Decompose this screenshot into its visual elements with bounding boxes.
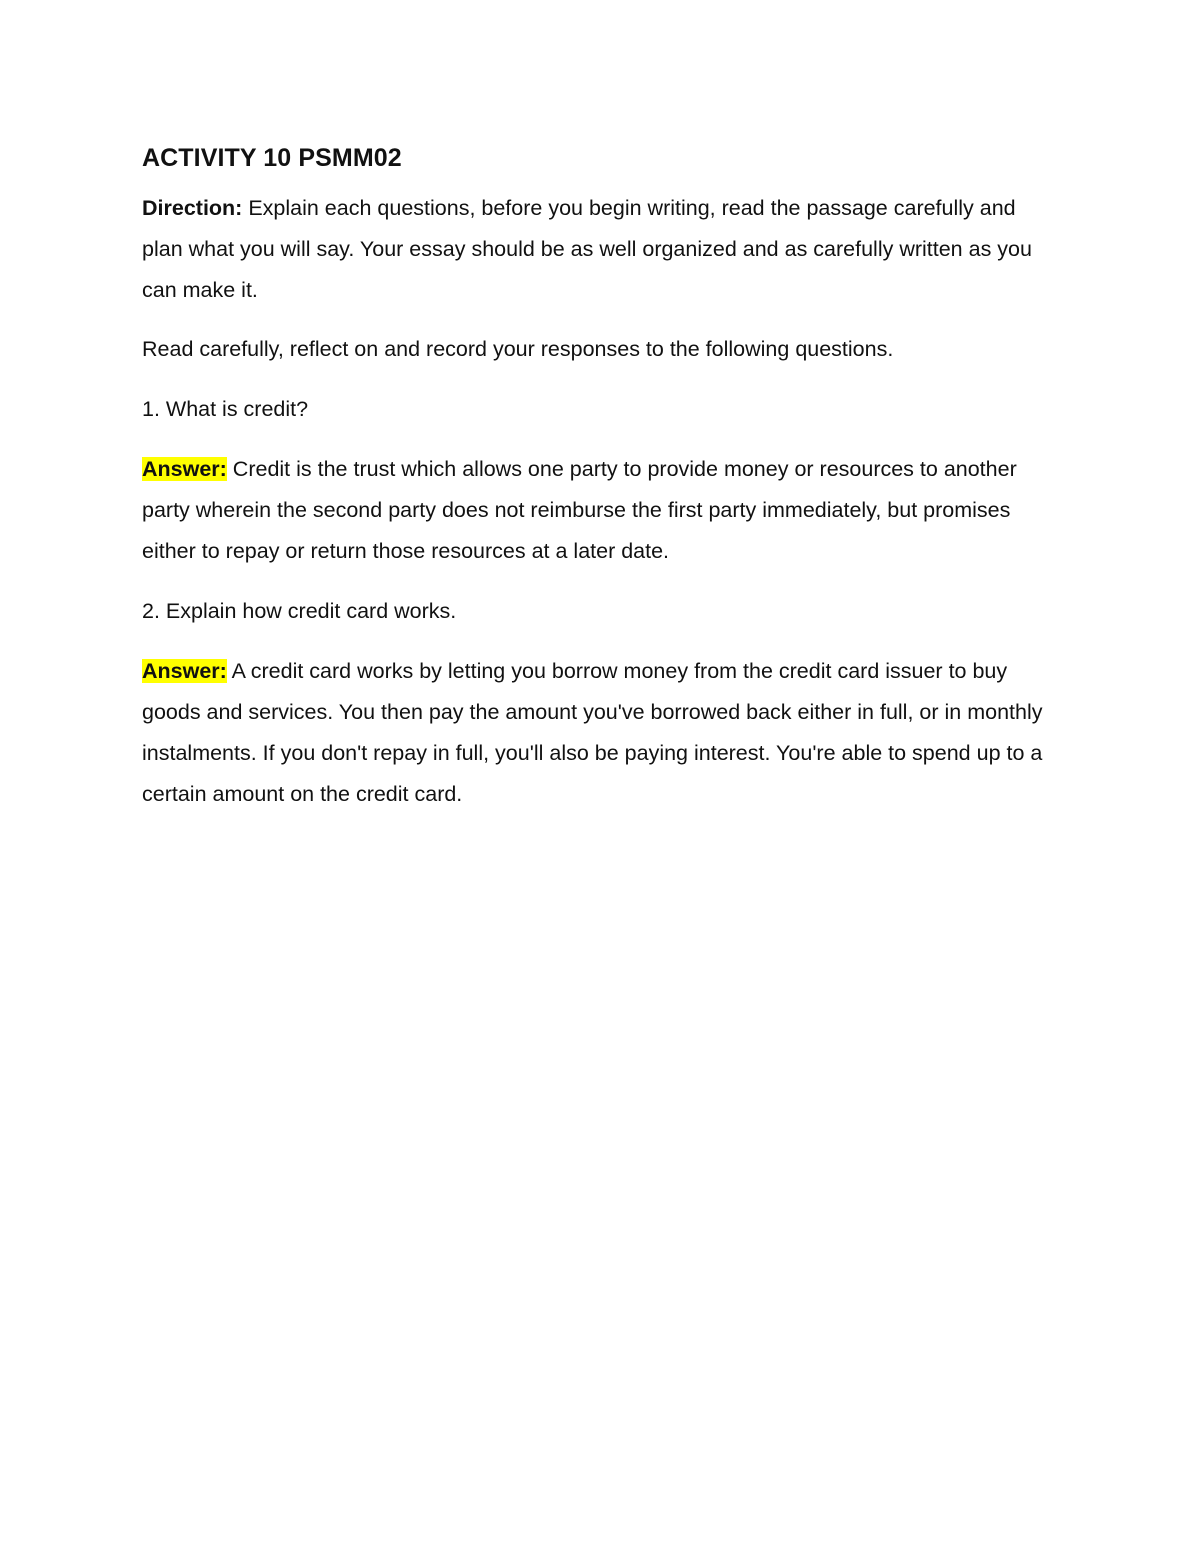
answer-1-text: Credit is the trust which allows one party to provide money or resources to another party wherein the second party does not reimburse the first party immediately, but promises either to repay or return those resources at a later date.	[142, 457, 1017, 563]
answer-1-label: Answer:	[142, 457, 227, 481]
answer-1	[142, 449, 1062, 572]
answer-2-text: A credit card works by letting you borrow money from the credit card issuer to buy goods and services. You then pay the amount you've borrowed back either in full, or in monthly instalments. If you don't repay in full, you'll also be paying interest. You're able to spend up to a certain amount on the credit card.	[142, 659, 1043, 806]
answer-2-label: Answer:	[142, 659, 227, 683]
document-body	[142, 140, 1062, 815]
question-2: 2. Explain how credit card works.	[142, 599, 457, 623]
answer-2	[142, 651, 1062, 815]
direction-paragraph	[142, 188, 1062, 311]
direction-label: Direction:	[142, 196, 243, 220]
page-title: ACTIVITY 10 PSMM02	[142, 144, 402, 172]
question-1: 1. What is credit?	[142, 397, 309, 421]
instruction-paragraph: Read carefully, reflect on and record your responses to the following questions.	[142, 337, 894, 361]
direction-text: Explain each questions, before you begin writing, read the passage carefully and plan what you will say. Your essay should be as well organized and as carefully written as you can make it.	[142, 196, 1032, 302]
